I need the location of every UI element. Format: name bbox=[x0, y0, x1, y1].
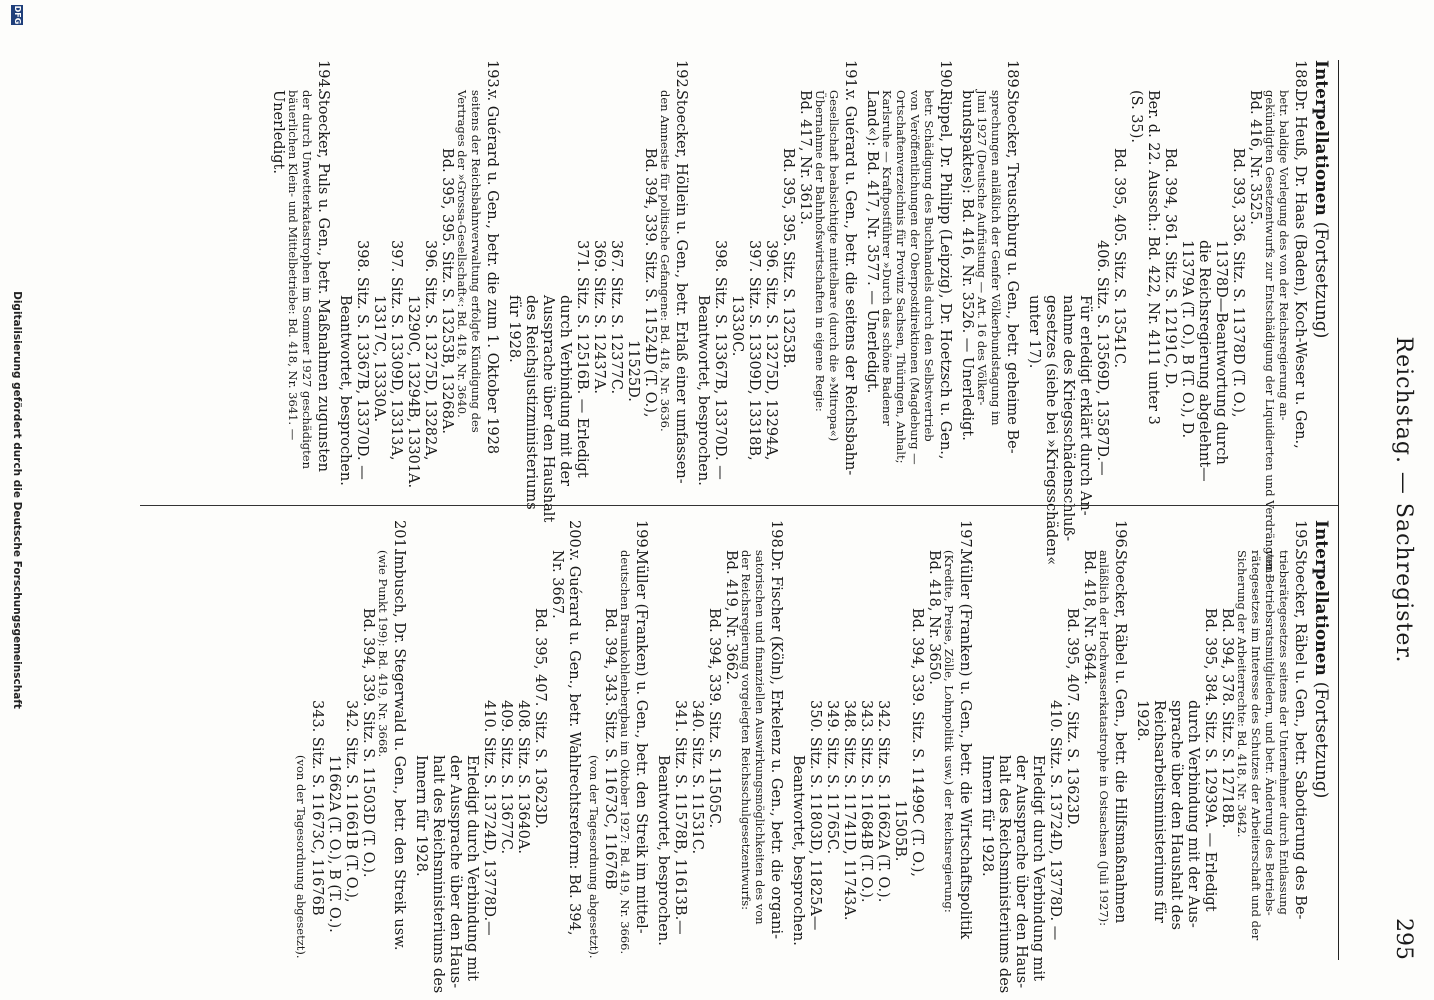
entry-line: 397. Sitz. S. 13309D, 13318B, bbox=[746, 240, 762, 461]
entry-number: 192. bbox=[673, 60, 689, 93]
entry-line: Bd. 394, 361. Sitz. S. 12191C, D. bbox=[1162, 148, 1178, 389]
entry-line: 341. Sitz. S. 11578B, 11613B.— bbox=[672, 700, 688, 935]
section-heading bbox=[1311, 520, 1331, 960]
entry-line: Unerledigt. bbox=[270, 90, 286, 174]
entry-line: Bd. 394, 339. Sitz. S. 11505C. bbox=[706, 608, 722, 829]
entry-line: Reichsarbeitsministeriums für bbox=[1151, 700, 1167, 923]
entry-line: 348. Sitz. S. 11741D, 11743A. bbox=[841, 700, 857, 921]
entry-line: Erledigt durch Verbindung mit bbox=[1030, 755, 1046, 981]
header-rule bbox=[1338, 60, 1339, 960]
entry-line: Beantwortet, besprochen. bbox=[695, 295, 711, 486]
entry-line: 397. Sitz. S. 13309D, 13313A, bbox=[388, 240, 404, 461]
entry-line: 350. Sitz. S. 11803D, 11825A— bbox=[807, 700, 823, 931]
entry-line: triebsrätegesetzes seitens der Unternehmer durch Entlassung bbox=[1277, 550, 1291, 915]
entry-line: 343. Sitz. S. 11673C, 11676B bbox=[309, 700, 325, 916]
register-entry bbox=[1133, 520, 1308, 960]
entry-line: gesetzes (siehe bei »Kriegsschäden« bbox=[1043, 295, 1059, 566]
entry-line: der Aussprache über den Haus- bbox=[447, 755, 463, 989]
entry-number: 197. bbox=[957, 520, 973, 553]
entry-line: 11505B. bbox=[892, 800, 908, 862]
entry-line: Bd. 418, Nr. 3650. bbox=[926, 550, 942, 685]
entry-line: Ber. d. 22. Aussch.: Bd. 422, Nr. 4111 unter 3 bbox=[1145, 90, 1161, 425]
entry-line: anläßlich der Hochwasserkatastrophe in Ostsachsen (Juli 1927): bbox=[1097, 550, 1111, 926]
entry-line: v. Guérard u. Gen., betr. die zum 1. Oktober 1928 bbox=[484, 90, 500, 455]
right-column bbox=[150, 520, 1331, 994]
entry-line: 371. Sitz. S. 12516B. — Erledigt bbox=[574, 240, 590, 478]
entry-line: sprechungen anläßlich der Genfer Völkerbundstagung im bbox=[989, 90, 1003, 426]
entry-line: Dr. Heuß, Dr. Haas (Baden), Koch-Weser u. Gen., bbox=[1292, 90, 1308, 449]
entry-line: unter 17). bbox=[1026, 295, 1042, 369]
entry-number: 198. bbox=[768, 520, 784, 553]
entry-line: Beantwortet, besprochen. bbox=[655, 755, 671, 946]
entry-line: Vertrages der »Grossa-Gesellschaft«: Bd. 418, Nr. 3640. bbox=[455, 90, 469, 418]
entry-line: Für erledigt erklärt durch An- bbox=[1077, 295, 1093, 516]
entry-line: 342. Sitz. S. 11662A (T. O.). bbox=[875, 700, 891, 903]
entry-line: des Reichsjustizministeriums bbox=[523, 295, 539, 510]
register-entry bbox=[958, 60, 1020, 490]
entry-line: deutschen Braunkohlenbergbau im Oktober 1927: Bd. 419, Nr. 3666. bbox=[618, 550, 632, 955]
entry-line: 396. Sitz. S. 13275D, 13294A, bbox=[763, 240, 779, 461]
register-entry bbox=[863, 60, 953, 490]
entry-line: 13317C, 13330A. bbox=[371, 295, 387, 423]
entry-line: Karlsruhe — Kraftpostführer »Durch das schöne Badener bbox=[880, 90, 894, 426]
register-entry bbox=[978, 520, 1128, 994]
entry-number: 199. bbox=[633, 520, 649, 553]
entry-line: Müller (Franken) u. Gen., betr. die Wirtschaftspolitik bbox=[957, 550, 973, 940]
entry-line: v. Guérard u. Gen., betr. die seitens der Reichsbahn- bbox=[842, 90, 858, 476]
entry-line: nahme des Kriegsschädenschluß- bbox=[1060, 295, 1076, 542]
entry-line: Rippel, Dr. Philipp (Leipzig), Dr. Hoetzsch u. Gen., bbox=[937, 90, 953, 460]
entry-line: Bd. 395, 405. Sitz. S. 13541C. bbox=[1111, 148, 1127, 369]
entry-line: 13330C. bbox=[729, 295, 745, 357]
entry-line: (Kredite, Preise, Zölle, Lohnpolitik usw.) der Reichsregierung: bbox=[942, 550, 956, 913]
entry-line: 11379A (T. O.), B (T. O.), D. bbox=[1179, 240, 1195, 439]
entry-line: Bd. 395, 407. Sitz. S. 13623D. bbox=[1064, 608, 1080, 829]
entry-line: 396. Sitz. S. 13275D, 13282A, bbox=[422, 240, 438, 461]
register-entry bbox=[587, 520, 649, 960]
entry-line: bundspaktes): Bd. 416, Nr. 3526. — Unerledigt. bbox=[959, 90, 975, 441]
entry-line: gekündigten Gesetzentwurfs zur Entschädigung der Liquidierten und Verdrängten: bbox=[1263, 90, 1277, 577]
entry-line: Stoecker, Puls u. Gen., betr. Maßnahmen zugunsten bbox=[315, 90, 331, 472]
entry-line: 13290C, 13294B, 13301A. bbox=[405, 295, 421, 489]
entry-line: 11525D. bbox=[625, 340, 641, 402]
entry-line: rätegesetzes im Interesse des Schutzes der Arbeiterschaft und der bbox=[1249, 550, 1263, 941]
register-entry bbox=[505, 60, 689, 523]
entry-line: Beantwortet, besprochen. bbox=[790, 755, 806, 946]
section-heading-continuation: (Fortsetzung) bbox=[1311, 681, 1331, 799]
entry-line: Bd. 394, 378. Sitz. S. 12718B. bbox=[1219, 608, 1235, 829]
entry-line: (von der Tagesordnung abgesetzt). bbox=[587, 755, 601, 959]
entry-line: betr. Schädigung des Buchhandels durch den Selbstvertrieb bbox=[922, 90, 936, 442]
register-entry bbox=[294, 520, 407, 960]
entry-line: Stoecker, Räbel u. Gen., betr. die Hilfsmaßnahmen bbox=[1112, 550, 1128, 924]
section-heading-continuation: (Fortsetzung) bbox=[1311, 221, 1331, 339]
entry-line: (wie Punkt 199): Bd. 419, Nr. 3668. bbox=[376, 550, 390, 758]
entry-line: 398. Sitz. S. 13367B, 13370D. — bbox=[354, 240, 370, 480]
entry-line: halt des Reichsministeriums des bbox=[996, 755, 1012, 994]
entry-line: der Reichsregierung vorgelegten Reichsschulgesetzentwurfs: bbox=[739, 550, 753, 910]
entry-line: 367. Sitz. S. 12377C. bbox=[608, 240, 624, 395]
entry-line: Bd. 395, 407. Sitz. S. 13623D. bbox=[532, 608, 548, 829]
entry-line: Bd. 395, 384. Sitz. S. 12939A. — Erledigt bbox=[1202, 608, 1218, 912]
entry-line: 409. Sitz. S. 13677C. bbox=[498, 700, 514, 855]
entry-line: Übernahme der Bahnhofswirtschaften in eigene Regie: bbox=[813, 90, 827, 412]
entry-number: 193. bbox=[484, 60, 500, 93]
entry-line: Erledigt durch Verbindung mit bbox=[464, 755, 480, 981]
entry-line: 11378D—Beantwortung durch bbox=[1213, 240, 1229, 465]
entry-line: halt des Reichsministeriums des bbox=[430, 755, 446, 994]
entry-line: (von der Tagesordnung abgesetzt). bbox=[294, 755, 308, 959]
entry-number: 195. bbox=[1292, 520, 1308, 553]
entry-line: Bd. 394, 339. Sitz. S. 11524D (T. O.), bbox=[642, 148, 658, 418]
entry-line: Stoecker, Räbel u. Gen., betr. Sabotierung des Be- bbox=[1292, 550, 1308, 920]
digitization-note: Digitalisierung gefördert durch die Deutsche Forschungsgemeinschaft bbox=[11, 291, 23, 709]
section-heading-title: Interpellationen bbox=[1311, 60, 1331, 216]
entry-line: 408. Sitz. S. 13640A. bbox=[515, 700, 531, 854]
page-number: 295 bbox=[1391, 918, 1416, 960]
entry-line: Juni 1927 (Deutsche Aufrüstung — Art. 16 des Völker- bbox=[975, 90, 989, 406]
entry-line: den Amnestie für politische Gefangene: Bd. 418, Nr. 3636. bbox=[658, 90, 672, 432]
entry-line: 349. Sitz. S. 11765C. bbox=[824, 700, 840, 855]
column-divider bbox=[140, 505, 1338, 506]
register-entry bbox=[789, 520, 973, 960]
entry-line: bäuerlichen Klein- und Mittelbetriebe: Bd. 418, Nr. 3641. — bbox=[286, 90, 300, 441]
entry-number: 201. bbox=[391, 520, 407, 553]
entry-line: Bd. 394, 339. Sitz. S. 11503D (T. O.). bbox=[360, 608, 376, 878]
entry-line: Nr. 3667. bbox=[549, 550, 565, 619]
entry-line: Ortschaftenverzeichnis für Provinz Sachsen, Thüringen, Anhalt; bbox=[894, 90, 908, 464]
entry-line: Land«): Bd. 417, Nr. 3577. — Unerledigt. bbox=[864, 90, 880, 394]
entry-number: 200. bbox=[566, 520, 582, 553]
entry-line: Bd. 395, 395. Sitz. S. 13253B. bbox=[780, 148, 796, 369]
entry-line: Bd. 419, Nr. 3662. bbox=[723, 550, 739, 685]
entry-line: 340. Sitz. S. 11531C. bbox=[689, 700, 705, 855]
entry-number: 191. bbox=[842, 60, 858, 93]
dfg-logo: DFG bbox=[13, 5, 22, 25]
entry-line: (S. 35). bbox=[1128, 90, 1144, 144]
entry-line: 1928. bbox=[1134, 700, 1150, 742]
section-heading-title: Interpellationen bbox=[1311, 520, 1331, 676]
entry-number: 190. bbox=[937, 60, 953, 93]
entry-line: für 1928. bbox=[506, 295, 522, 363]
entry-line: Bd. 394, 343. Sitz. S. 11673C, 11676B bbox=[602, 608, 618, 890]
entry-number: 194. bbox=[315, 60, 331, 93]
entry-line: von Veröffentlichungen der Oberpostdirektionen (Magdeburg — bbox=[908, 90, 922, 465]
entry-line: Bd. 418, Nr. 3644. bbox=[1081, 550, 1097, 685]
entry-line: der Aussprache über den Haus- bbox=[1013, 755, 1029, 989]
entry-line: Bd. 416, Nr. 3525. bbox=[1247, 90, 1263, 225]
entry-line: 342. Sitz. S. 11661B (T. O.), bbox=[343, 700, 359, 903]
section-heading bbox=[1311, 60, 1331, 490]
entry-line: 398. Sitz. S. 13367B, 13370D. — bbox=[712, 240, 728, 480]
entry-line: Stoecker, Treuschburg u. Gen., betr. geheime Be- bbox=[1004, 90, 1020, 454]
entry-line: 369. Sitz. S. 12437A. bbox=[591, 240, 607, 394]
entry-line: Dr. Fischer (Köln), Erkelenz u. Gen., betr. die organi- bbox=[768, 550, 784, 939]
entry-line: von Betriebsratsmitgliedern, und betr. Änderung des Betriebs- bbox=[1263, 550, 1277, 916]
entry-line: durch Verbindung mit der Aus- bbox=[1185, 700, 1201, 928]
entry-number: 196. bbox=[1112, 520, 1128, 553]
entry-line: v. Guérard u. Gen., betr. Wahlrechtsreform: Bd. 394, bbox=[566, 550, 582, 936]
entry-number: 188. bbox=[1292, 60, 1308, 93]
running-header: Reichstag. — Sachregister. bbox=[1391, 336, 1416, 664]
register-entry bbox=[694, 60, 858, 490]
entry-line: Bd. 394, 339. Sitz. S. 11499C (T. O.), bbox=[909, 608, 925, 877]
entry-line: Bd. 393, 336. Sitz. S. 11378D (T. O.), bbox=[1230, 148, 1246, 418]
entry-line: Müller (Franken) u. Gen., betr. den Streik im mittel- bbox=[633, 550, 649, 934]
entry-line: 11662A (T. O.), B (T. O.). bbox=[326, 755, 342, 933]
entry-line: satorischen und finanziellen Auswirkungsmöglichkeiten des von bbox=[753, 550, 767, 925]
entry-line: Innern für 1928. bbox=[413, 755, 429, 877]
entry-line: Sicherung der Arbeiterrechte: Bd. 418, Nr. 3642. bbox=[1235, 550, 1249, 838]
entry-line: Stoecker, Höllein u. Gen., betr. Erlaß einer umfassen- bbox=[673, 90, 689, 484]
register-entry bbox=[269, 60, 331, 490]
entry-line: sprache über den Haushalt des bbox=[1168, 700, 1184, 930]
entry-line: Bd. 395, 395. Sitz. S. 13253B, 13268A. bbox=[439, 148, 455, 435]
register-entry bbox=[336, 60, 500, 490]
entry-line: der durch Unwetterkatastrophen im Sommer 1927 geschädigten bbox=[300, 90, 314, 470]
register-entry bbox=[654, 520, 784, 960]
entry-line: Beantwortet, besprochen. bbox=[337, 295, 353, 486]
entry-line: Innern für 1928. bbox=[979, 755, 995, 877]
entry-line: die Reichsregierung abgelehnt— bbox=[1196, 240, 1212, 482]
entry-line: Imbusch, Dr. Stegerwald u. Gen., betr. den Streik usw. bbox=[391, 550, 407, 951]
entry-number: 189. bbox=[1004, 60, 1020, 93]
entry-line: betr. baldige Vorlegung des von der Reichsregierung an- bbox=[1277, 90, 1291, 421]
entry-line: 410. Sitz. S. 13724D, 13778D.— bbox=[481, 700, 497, 936]
entry-line: 410. Sitz. S. 13724D, 13778D. — bbox=[1047, 700, 1063, 941]
entry-line: durch Verbindung mit der bbox=[557, 295, 573, 486]
entry-line: Bd. 417, Nr. 3613. bbox=[797, 90, 813, 225]
entry-line: 406. Sitz. S. 13569D, 13587D.— bbox=[1094, 240, 1110, 476]
entry-line: Aussprache über den Haushalt bbox=[540, 295, 556, 523]
entry-line: Gesellschaft beabsichtigte mittelbare (durch die »Mitropa«) bbox=[827, 90, 841, 442]
register-entry bbox=[412, 520, 582, 994]
entry-line: 343. Sitz. S. 11684B (T. O.). bbox=[858, 700, 874, 903]
entry-line: seitens der Reichsbahnverwaltung erfolgte Kündigung des bbox=[469, 90, 483, 433]
entry-list bbox=[294, 520, 1308, 994]
